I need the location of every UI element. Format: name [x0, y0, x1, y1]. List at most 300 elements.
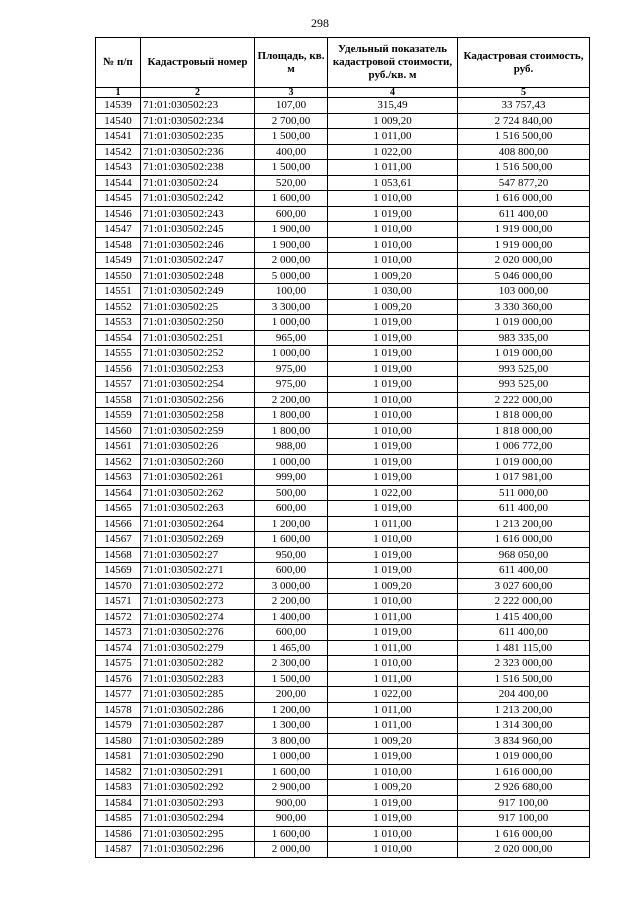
- row-index-cell: 14554: [96, 330, 141, 346]
- specific-value-cell: 1 019,00: [328, 206, 458, 222]
- area-cell: 975,00: [255, 377, 328, 393]
- row-index-cell: 14557: [96, 377, 141, 393]
- cadastral-number-cell: 71:01:030502:274: [141, 609, 255, 625]
- table-row: [96, 392, 590, 408]
- row-index-cell: 14566: [96, 516, 141, 532]
- table-row: [96, 532, 590, 548]
- cadastral-number-cell: 71:01:030502:256: [141, 392, 255, 408]
- specific-value-cell: 1 019,00: [328, 795, 458, 811]
- table-row: [96, 625, 590, 641]
- specific-value-cell: 1 019,00: [328, 439, 458, 455]
- row-index-cell: 14549: [96, 253, 141, 269]
- table-row: [96, 222, 590, 238]
- specific-value-cell: 1 010,00: [328, 191, 458, 207]
- specific-value-cell: 1 009,20: [328, 578, 458, 594]
- cadastral-number-cell: 71:01:030502:296: [141, 842, 255, 858]
- cadastral-value-cell: 547 877,20: [458, 175, 590, 191]
- area-cell: 2 200,00: [255, 392, 328, 408]
- table-row: [96, 284, 590, 300]
- row-index-cell: 14561: [96, 439, 141, 455]
- cadastral-number-cell: 71:01:030502:259: [141, 423, 255, 439]
- row-index-cell: 14558: [96, 392, 141, 408]
- cadastral-number-cell: 71:01:030502:287: [141, 718, 255, 734]
- row-index-cell: 14578: [96, 702, 141, 718]
- specific-value-cell: 1 009,20: [328, 299, 458, 315]
- table-row: [96, 718, 590, 734]
- cadastral-number-cell: 71:01:030502:272: [141, 578, 255, 594]
- area-cell: 2 000,00: [255, 253, 328, 269]
- specific-value-cell: 1 010,00: [328, 764, 458, 780]
- specific-value-cell: 1 010,00: [328, 253, 458, 269]
- table-row: [96, 826, 590, 842]
- table-row: [96, 330, 590, 346]
- header-specific-value: Удельный показатель кадастровой стоимости, руб./кв. м: [328, 38, 458, 88]
- area-cell: 1 900,00: [255, 222, 328, 238]
- area-cell: 950,00: [255, 547, 328, 563]
- column-number: 2: [141, 88, 255, 98]
- area-cell: 965,00: [255, 330, 328, 346]
- cadastral-number-cell: 71:01:030502:276: [141, 625, 255, 641]
- cadastral-number-cell: 71:01:030502:246: [141, 237, 255, 253]
- area-cell: 2 900,00: [255, 780, 328, 796]
- table-row: [96, 780, 590, 796]
- row-index-cell: 14570: [96, 578, 141, 594]
- row-index-cell: 14560: [96, 423, 141, 439]
- area-cell: 3 000,00: [255, 578, 328, 594]
- area-cell: 520,00: [255, 175, 328, 191]
- cadastral-number-cell: 71:01:030502:285: [141, 687, 255, 703]
- area-cell: 1 500,00: [255, 129, 328, 145]
- area-cell: 900,00: [255, 795, 328, 811]
- table-row: [96, 640, 590, 656]
- cadastral-value-cell: 1 616 000,00: [458, 532, 590, 548]
- cadastral-number-cell: 71:01:030502:292: [141, 780, 255, 796]
- area-cell: 2 300,00: [255, 656, 328, 672]
- cadastral-value-cell: 1 516 500,00: [458, 160, 590, 176]
- cadastral-number-cell: 71:01:030502:27: [141, 547, 255, 563]
- cadastral-value-cell: 983 335,00: [458, 330, 590, 346]
- specific-value-cell: 1 019,00: [328, 330, 458, 346]
- cadastral-value-cell: 1 019 000,00: [458, 749, 590, 765]
- specific-value-cell: 1 019,00: [328, 625, 458, 641]
- table-header-row: [96, 38, 590, 88]
- specific-value-cell: 1 010,00: [328, 222, 458, 238]
- specific-value-cell: 1 022,00: [328, 144, 458, 160]
- cadastral-number-cell: 71:01:030502:254: [141, 377, 255, 393]
- table-body: [96, 98, 590, 858]
- cadastral-number-cell: 71:01:030502:252: [141, 346, 255, 362]
- table-row: [96, 764, 590, 780]
- area-cell: 1 600,00: [255, 191, 328, 207]
- cadastral-number-cell: 71:01:030502:249: [141, 284, 255, 300]
- specific-value-cell: 1 019,00: [328, 563, 458, 579]
- area-cell: 100,00: [255, 284, 328, 300]
- row-index-cell: 14547: [96, 222, 141, 238]
- specific-value-cell: 1 010,00: [328, 237, 458, 253]
- cadastral-value-cell: 33 757,43: [458, 98, 590, 114]
- specific-value-cell: 1 022,00: [328, 485, 458, 501]
- cadastral-value-cell: 1 481 115,00: [458, 640, 590, 656]
- row-index-cell: 14573: [96, 625, 141, 641]
- row-index-cell: 14553: [96, 315, 141, 331]
- cadastral-number-cell: 71:01:030502:260: [141, 454, 255, 470]
- cadastral-number-cell: 71:01:030502:295: [141, 826, 255, 842]
- cadastral-number-cell: 71:01:030502:262: [141, 485, 255, 501]
- row-index-cell: 14556: [96, 361, 141, 377]
- area-cell: 1 000,00: [255, 454, 328, 470]
- specific-value-cell: 1 019,00: [328, 547, 458, 563]
- row-index-cell: 14575: [96, 656, 141, 672]
- area-cell: 1 300,00: [255, 718, 328, 734]
- table-row: [96, 346, 590, 362]
- column-number: 4: [328, 88, 458, 98]
- table-row: [96, 268, 590, 284]
- area-cell: 988,00: [255, 439, 328, 455]
- specific-value-cell: 1 010,00: [328, 532, 458, 548]
- row-index-cell: 14580: [96, 733, 141, 749]
- area-cell: 3 300,00: [255, 299, 328, 315]
- cadastral-value-cell: 611 400,00: [458, 625, 590, 641]
- cadastral-number-cell: 71:01:030502:293: [141, 795, 255, 811]
- table-row: [96, 594, 590, 610]
- cadastral-number-cell: 71:01:030502:290: [141, 749, 255, 765]
- specific-value-cell: 1 011,00: [328, 609, 458, 625]
- cadastral-number-cell: 71:01:030502:253: [141, 361, 255, 377]
- cadastral-value-cell: 1 017 981,00: [458, 470, 590, 486]
- area-cell: 600,00: [255, 206, 328, 222]
- specific-value-cell: 1 019,00: [328, 315, 458, 331]
- specific-value-cell: 1 009,20: [328, 113, 458, 129]
- cadastral-number-cell: 71:01:030502:289: [141, 733, 255, 749]
- area-cell: 1 600,00: [255, 532, 328, 548]
- row-index-cell: 14551: [96, 284, 141, 300]
- header-cadastral-value: Кадастровая стоимость, руб.: [458, 38, 590, 88]
- area-cell: 600,00: [255, 563, 328, 579]
- table-row: [96, 501, 590, 517]
- table-row: [96, 671, 590, 687]
- table-row: [96, 423, 590, 439]
- area-cell: 1 500,00: [255, 160, 328, 176]
- table-row: [96, 811, 590, 827]
- table-row: [96, 485, 590, 501]
- table-row: [96, 733, 590, 749]
- specific-value-cell: 1 011,00: [328, 718, 458, 734]
- area-cell: 600,00: [255, 501, 328, 517]
- cadastral-number-cell: 71:01:030502:250: [141, 315, 255, 331]
- row-index-cell: 14584: [96, 795, 141, 811]
- specific-value-cell: 1 019,00: [328, 346, 458, 362]
- table-row: [96, 702, 590, 718]
- specific-value-cell: 1 019,00: [328, 470, 458, 486]
- cadastral-number-cell: 71:01:030502:247: [141, 253, 255, 269]
- specific-value-cell: 1 010,00: [328, 392, 458, 408]
- specific-value-cell: 1 011,00: [328, 640, 458, 656]
- cadastral-value-cell: 2 222 000,00: [458, 594, 590, 610]
- area-cell: 975,00: [255, 361, 328, 377]
- cadastral-value-cell: 1 415 400,00: [458, 609, 590, 625]
- table-row: [96, 98, 590, 114]
- row-index-cell: 14571: [96, 594, 141, 610]
- cadastral-number-cell: 71:01:030502:24: [141, 175, 255, 191]
- cadastral-value-cell: 1 314 300,00: [458, 718, 590, 734]
- cadastral-value-cell: 103 000,00: [458, 284, 590, 300]
- cadastral-value-cell: 1 516 500,00: [458, 671, 590, 687]
- cadastral-value-cell: 993 525,00: [458, 361, 590, 377]
- cadastral-number-cell: 71:01:030502:279: [141, 640, 255, 656]
- specific-value-cell: 1 010,00: [328, 594, 458, 610]
- area-cell: 2 200,00: [255, 594, 328, 610]
- cadastral-value-cell: 3 330 360,00: [458, 299, 590, 315]
- cadastral-value-cell: 1 019 000,00: [458, 315, 590, 331]
- table-row: [96, 516, 590, 532]
- row-index-cell: 14543: [96, 160, 141, 176]
- specific-value-cell: 1 019,00: [328, 749, 458, 765]
- specific-value-cell: 315,49: [328, 98, 458, 114]
- table-row: [96, 361, 590, 377]
- area-cell: 1 465,00: [255, 640, 328, 656]
- cadastral-value-cell: 1 616 000,00: [458, 764, 590, 780]
- table-row: [96, 795, 590, 811]
- column-number: 5: [458, 88, 590, 98]
- specific-value-cell: 1 011,00: [328, 671, 458, 687]
- area-cell: 1 200,00: [255, 702, 328, 718]
- cadastral-value-cell: 917 100,00: [458, 795, 590, 811]
- table-row: [96, 439, 590, 455]
- cadastral-value-cell: 917 100,00: [458, 811, 590, 827]
- cadastral-value-cell: 611 400,00: [458, 206, 590, 222]
- cadastral-number-cell: 71:01:030502:291: [141, 764, 255, 780]
- table-row: [96, 470, 590, 486]
- row-index-cell: 14548: [96, 237, 141, 253]
- specific-value-cell: 1 019,00: [328, 361, 458, 377]
- specific-value-cell: 1 010,00: [328, 408, 458, 424]
- cadastral-number-cell: 71:01:030502:269: [141, 532, 255, 548]
- row-index-cell: 14544: [96, 175, 141, 191]
- cadastral-number-cell: 71:01:030502:242: [141, 191, 255, 207]
- table-row: [96, 408, 590, 424]
- cadastral-number-cell: 71:01:030502:264: [141, 516, 255, 532]
- row-index-cell: 14564: [96, 485, 141, 501]
- cadastral-number-cell: 71:01:030502:286: [141, 702, 255, 718]
- table-row: [96, 160, 590, 176]
- specific-value-cell: 1 010,00: [328, 656, 458, 672]
- row-index-cell: 14576: [96, 671, 141, 687]
- cadastral-value-cell: 1 006 772,00: [458, 439, 590, 455]
- specific-value-cell: 1 010,00: [328, 842, 458, 858]
- cadastral-value-cell: 1 213 200,00: [458, 516, 590, 532]
- row-index-cell: 14587: [96, 842, 141, 858]
- row-index-cell: 14542: [96, 144, 141, 160]
- table-row: [96, 687, 590, 703]
- cadastral-number-cell: 71:01:030502:23: [141, 98, 255, 114]
- row-index-cell: 14568: [96, 547, 141, 563]
- specific-value-cell: 1 010,00: [328, 423, 458, 439]
- row-index-cell: 14582: [96, 764, 141, 780]
- cadastral-number-cell: 71:01:030502:238: [141, 160, 255, 176]
- table-row: [96, 206, 590, 222]
- row-index-cell: 14577: [96, 687, 141, 703]
- area-cell: 107,00: [255, 98, 328, 114]
- table-row: [96, 144, 590, 160]
- cadastral-value-cell: 204 400,00: [458, 687, 590, 703]
- area-cell: 1 000,00: [255, 315, 328, 331]
- table-row: [96, 113, 590, 129]
- specific-value-cell: 1 009,20: [328, 268, 458, 284]
- row-index-cell: 14572: [96, 609, 141, 625]
- column-number: 1: [96, 88, 141, 98]
- area-cell: 500,00: [255, 485, 328, 501]
- cadastral-value-cell: 1 818 000,00: [458, 408, 590, 424]
- cadastral-number-cell: 71:01:030502:26: [141, 439, 255, 455]
- area-cell: 1 600,00: [255, 826, 328, 842]
- area-cell: 1 000,00: [255, 749, 328, 765]
- area-cell: 2 700,00: [255, 113, 328, 129]
- table-row: [96, 253, 590, 269]
- area-cell: 1 000,00: [255, 346, 328, 362]
- cadastral-value-cell: 2 020 000,00: [458, 842, 590, 858]
- row-index-cell: 14579: [96, 718, 141, 734]
- cadastral-number-cell: 71:01:030502:251: [141, 330, 255, 346]
- area-cell: 3 800,00: [255, 733, 328, 749]
- area-cell: 1 600,00: [255, 764, 328, 780]
- cadastral-number-cell: 71:01:030502:236: [141, 144, 255, 160]
- area-cell: 5 000,00: [255, 268, 328, 284]
- header-area: Площадь, кв. м: [255, 38, 328, 88]
- cadastral-number-cell: 71:01:030502:234: [141, 113, 255, 129]
- area-cell: 200,00: [255, 687, 328, 703]
- row-index-cell: 14565: [96, 501, 141, 517]
- row-index-cell: 14586: [96, 826, 141, 842]
- cadastral-value-cell: 1 019 000,00: [458, 346, 590, 362]
- row-index-cell: 14546: [96, 206, 141, 222]
- cadastral-number-cell: 71:01:030502:273: [141, 594, 255, 610]
- row-index-cell: 14581: [96, 749, 141, 765]
- cadastral-value-cell: 2 323 000,00: [458, 656, 590, 672]
- cadastral-number-cell: 71:01:030502:248: [141, 268, 255, 284]
- table-row: [96, 563, 590, 579]
- specific-value-cell: 1 009,20: [328, 780, 458, 796]
- page-number: 298: [311, 16, 329, 30]
- cadastral-value-cell: 611 400,00: [458, 563, 590, 579]
- cadastral-number-cell: 71:01:030502:258: [141, 408, 255, 424]
- header-index: № п/п: [96, 38, 141, 88]
- row-index-cell: 14563: [96, 470, 141, 486]
- table-row: [96, 749, 590, 765]
- cadastral-number-cell: 71:01:030502:294: [141, 811, 255, 827]
- table-row: [96, 656, 590, 672]
- header-cadastral-number: Кадастровый номер: [141, 38, 255, 88]
- row-index-cell: 14574: [96, 640, 141, 656]
- area-cell: 2 000,00: [255, 842, 328, 858]
- row-index-cell: 14539: [96, 98, 141, 114]
- area-cell: 900,00: [255, 811, 328, 827]
- specific-value-cell: 1 019,00: [328, 501, 458, 517]
- table-row: [96, 191, 590, 207]
- area-cell: 1 800,00: [255, 408, 328, 424]
- cadastral-value-cell: 2 222 000,00: [458, 392, 590, 408]
- cadastral-number-cell: 71:01:030502:263: [141, 501, 255, 517]
- specific-value-cell: 1 011,00: [328, 702, 458, 718]
- cadastral-value-cell: 968 050,00: [458, 547, 590, 563]
- area-cell: 1 500,00: [255, 671, 328, 687]
- cadastral-value-cell: 1 019 000,00: [458, 454, 590, 470]
- cadastral-number-cell: 71:01:030502:235: [141, 129, 255, 145]
- specific-value-cell: 1 010,00: [328, 826, 458, 842]
- row-index-cell: 14545: [96, 191, 141, 207]
- table-row: [96, 129, 590, 145]
- row-index-cell: 14559: [96, 408, 141, 424]
- cadastral-value-cell: 1 919 000,00: [458, 237, 590, 253]
- cadastral-value-cell: 2 926 680,00: [458, 780, 590, 796]
- table-row: [96, 578, 590, 594]
- row-index-cell: 14555: [96, 346, 141, 362]
- row-index-cell: 14550: [96, 268, 141, 284]
- cadastral-value-cell: 2 020 000,00: [458, 253, 590, 269]
- column-number: 3: [255, 88, 328, 98]
- specific-value-cell: 1 019,00: [328, 454, 458, 470]
- row-index-cell: 14569: [96, 563, 141, 579]
- cadastral-number-cell: 71:01:030502:243: [141, 206, 255, 222]
- specific-value-cell: 1 053,61: [328, 175, 458, 191]
- specific-value-cell: 1 011,00: [328, 516, 458, 532]
- table-row: [96, 609, 590, 625]
- table-row: [96, 377, 590, 393]
- area-cell: 1 800,00: [255, 423, 328, 439]
- area-cell: 999,00: [255, 470, 328, 486]
- row-index-cell: 14583: [96, 780, 141, 796]
- cadastral-value-cell: 1 213 200,00: [458, 702, 590, 718]
- specific-value-cell: 1 011,00: [328, 129, 458, 145]
- cadastral-number-cell: 71:01:030502:261: [141, 470, 255, 486]
- cadastral-value-cell: 1 516 500,00: [458, 129, 590, 145]
- specific-value-cell: 1 019,00: [328, 377, 458, 393]
- cadastral-number-cell: 71:01:030502:271: [141, 563, 255, 579]
- cadastral-number-cell: 71:01:030502:25: [141, 299, 255, 315]
- table-row: [96, 454, 590, 470]
- table-row: [96, 315, 590, 331]
- row-index-cell: 14585: [96, 811, 141, 827]
- cadastral-value-cell: 408 800,00: [458, 144, 590, 160]
- table-row: [96, 547, 590, 563]
- cadastral-number-cell: 71:01:030502:283: [141, 671, 255, 687]
- cadastral-value-cell: 5 046 000,00: [458, 268, 590, 284]
- cadastral-value-cell: 1 919 000,00: [458, 222, 590, 238]
- cadastral-value-table: [95, 37, 590, 858]
- table-row: [96, 237, 590, 253]
- table-row: [96, 842, 590, 858]
- area-cell: 1 400,00: [255, 609, 328, 625]
- cadastral-value-cell: 1 616 000,00: [458, 191, 590, 207]
- cadastral-value-cell: 611 400,00: [458, 501, 590, 517]
- area-cell: 400,00: [255, 144, 328, 160]
- table-row: [96, 299, 590, 315]
- specific-value-cell: 1 019,00: [328, 811, 458, 827]
- row-index-cell: 14552: [96, 299, 141, 315]
- cadastral-number-cell: 71:01:030502:245: [141, 222, 255, 238]
- cadastral-value-cell: 1 616 000,00: [458, 826, 590, 842]
- table-column-number-row: [96, 88, 590, 98]
- area-cell: 1 200,00: [255, 516, 328, 532]
- cadastral-value-cell: 511 000,00: [458, 485, 590, 501]
- table-row: [96, 175, 590, 191]
- cadastral-value-cell: 2 724 840,00: [458, 113, 590, 129]
- area-cell: 1 900,00: [255, 237, 328, 253]
- specific-value-cell: 1 022,00: [328, 687, 458, 703]
- cadastral-value-cell: 3 027 600,00: [458, 578, 590, 594]
- cadastral-value-cell: 993 525,00: [458, 377, 590, 393]
- row-index-cell: 14567: [96, 532, 141, 548]
- cadastral-number-cell: 71:01:030502:282: [141, 656, 255, 672]
